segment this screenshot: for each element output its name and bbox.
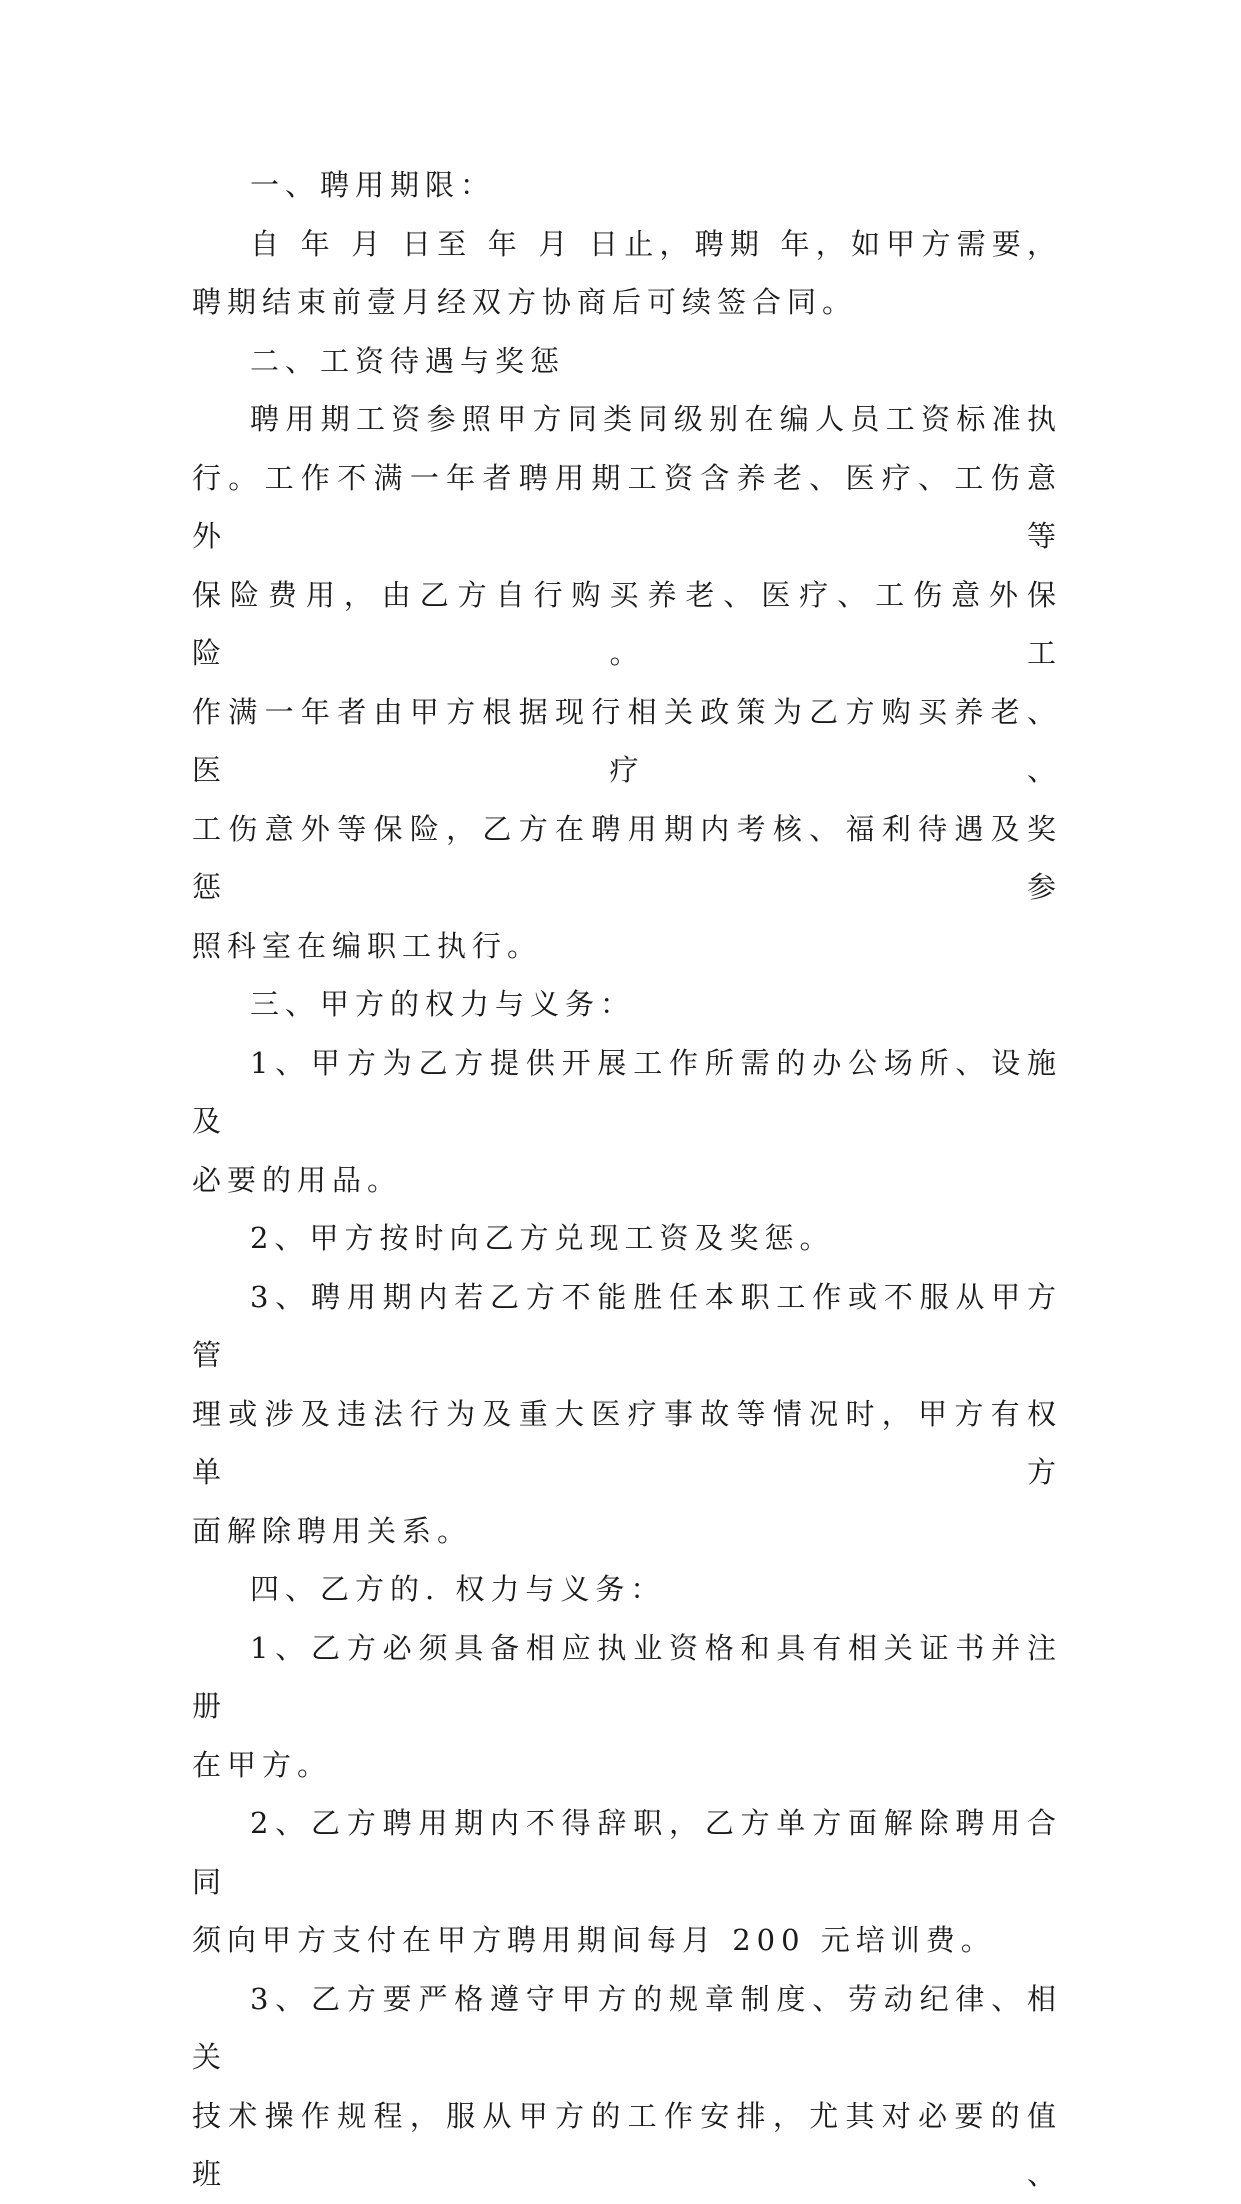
clause-line: 必要的用品。 xyxy=(192,1162,403,1197)
clause-line: 3、乙方要严格遵守甲方的规章制度、劳动纪律、相关 xyxy=(192,1981,1062,2074)
paragraph-line: 自 年 月 日至 年 月 日止，聘期 年，如甲方需要， xyxy=(250,226,1062,261)
clause-line: 3、聘用期内若乙方不能胜任本职工作或不服从甲方管 xyxy=(192,1279,1062,1372)
clause-line: 在甲方。 xyxy=(192,1747,333,1782)
section-heading-2: 二、工资待遇与奖惩 xyxy=(250,343,566,378)
section-heading-1: 一、聘用期限： xyxy=(250,168,496,202)
paragraph-line: 聘期结束前壹月经双方协商后可续签合同。 xyxy=(192,285,858,319)
clause-line: 2、甲方按时向乙方兑现工资及奖惩。 xyxy=(250,1221,835,1255)
clause-line: 2、乙方聘用期内不得辞职，乙方单方面解除聘用合同 xyxy=(192,1806,1062,1899)
section-heading-3: 三、甲方的权力与义务： xyxy=(250,987,636,1021)
paragraph-line: 聘用期工资参照甲方同类同级别在编人员工资标准执 xyxy=(250,402,1062,436)
paragraph-line: 工伤意外等保险，乙方在聘用期内考核、福利待遇及奖惩参 xyxy=(192,811,1062,904)
clause-line: 技术操作规程，服从甲方的工作安排，尤其对必要的值班、 xyxy=(192,2098,1062,2191)
paragraph-line: 保险费用，由乙方自行购买养老、医疗、工伤意外保险。工 xyxy=(192,577,1062,670)
clause-line: 面解除聘用关系。 xyxy=(192,1513,473,1548)
section-heading-4: 四、乙方的. 权力与义务： xyxy=(250,1572,666,1606)
document-body xyxy=(192,156,1062,2204)
clause-line: 须向甲方支付在甲方聘用期间每月 200 元培训费。 xyxy=(192,1923,996,1957)
clause-line: 1、乙方必须具备相应执业资格和具有相关证书并注册 xyxy=(192,1630,1062,1723)
paragraph-line: 照科室在编职工执行。 xyxy=(192,928,543,963)
clause-line: 理或涉及违法行为及重大医疗事故等情况时，甲方有权单方 xyxy=(192,1396,1062,1489)
clause-line: 1、甲方为乙方提供开展工作所需的办公场所、设施及 xyxy=(192,1045,1062,1138)
paragraph-line: 行。工作不满一年者聘用期工资含养老、医疗、工伤意外等 xyxy=(192,460,1062,553)
paragraph-line: 作满一年者由甲方根据现行相关政策为乙方购买养老、医疗、 xyxy=(192,694,1062,787)
